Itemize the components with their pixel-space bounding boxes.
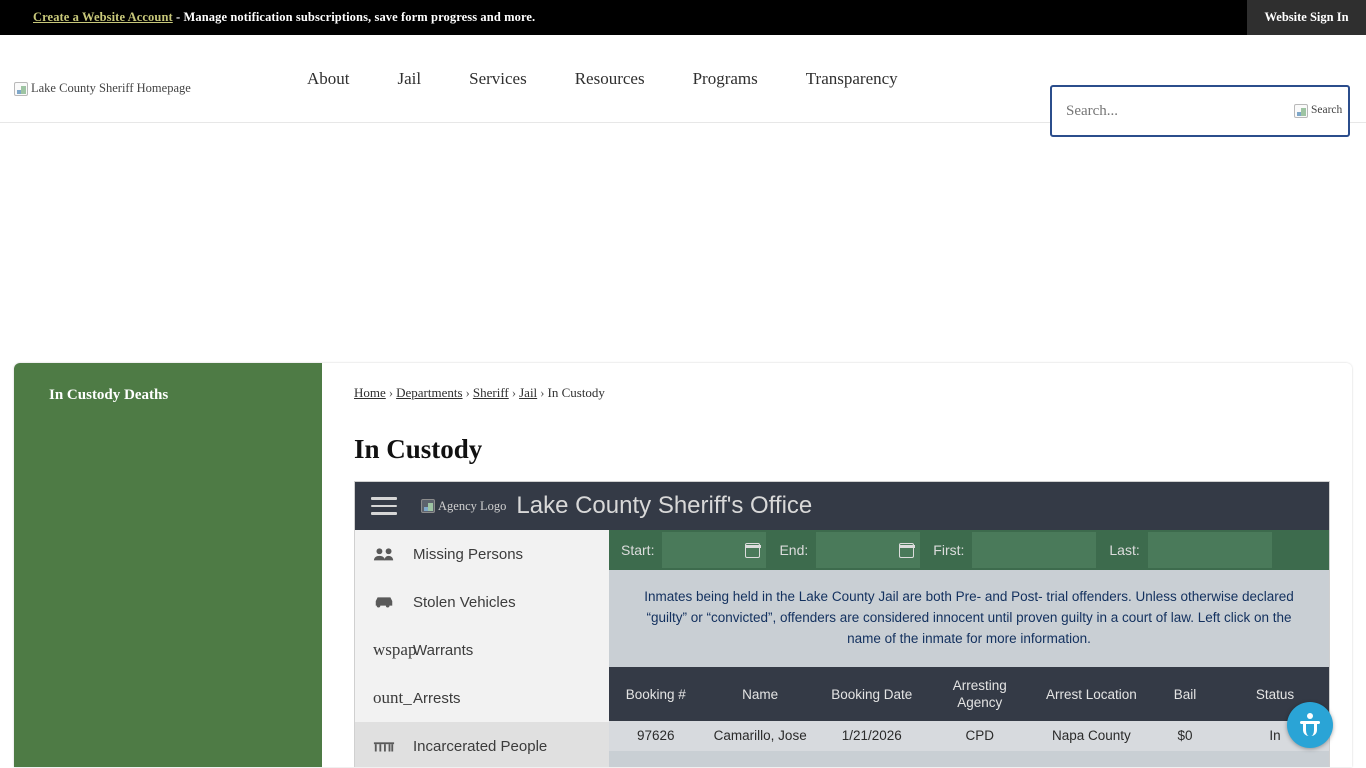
main-content xyxy=(322,363,1352,767)
sidebar-item-label: Missing Persons xyxy=(413,545,524,563)
filter-end-date-input[interactable] xyxy=(816,532,921,568)
sidebar-item-arrests[interactable] xyxy=(355,674,609,722)
column-header-booking-date[interactable]: Booking Date xyxy=(818,667,926,721)
breadcrumb-separator: › xyxy=(465,385,470,400)
table-row[interactable] xyxy=(609,721,1329,751)
breadcrumb-item-home[interactable]: Home xyxy=(354,385,386,400)
roster-notice: Inmates being held in the Lake County Jail are both Pre- and Post- trial offenders. Unless otherwise declared “guilty” or “convicted”, offenders are considered innocent until proven guilty in a court of law. Left click on the name of the inmate for more information. xyxy=(644,589,1294,646)
account-icon xyxy=(373,688,413,708)
breadcrumb xyxy=(354,385,1330,401)
site-logo-alt: Lake County Sheriff Homepage xyxy=(31,81,191,95)
accessibility-person-glyph xyxy=(1299,713,1321,737)
newspaper-icon xyxy=(373,640,417,660)
create-account-text xyxy=(33,10,535,25)
accessibility-icon[interactable] xyxy=(1287,702,1333,748)
filter-label-start: Start: xyxy=(621,542,655,558)
cell-arrest-location: Napa County xyxy=(1034,721,1149,751)
breadcrumb-separator: › xyxy=(540,385,545,400)
app-main-panel xyxy=(609,530,1329,767)
app-body xyxy=(355,530,1329,767)
cell-arresting-agency: CPD xyxy=(926,721,1034,751)
nav-item-transparency[interactable]: Transparency xyxy=(805,69,898,88)
breadcrumb-separator: › xyxy=(388,385,394,400)
page-banner-area xyxy=(0,123,1366,363)
people-icon xyxy=(373,546,413,562)
breadcrumb-item-current: In Custody xyxy=(547,385,605,400)
top-utility-bar xyxy=(0,0,1366,35)
inmate-roster-app xyxy=(354,481,1330,767)
sidebar-item-label: Incarcerated People xyxy=(413,737,548,755)
broken-image-icon xyxy=(14,81,191,96)
sidebar-item-stolen-vehicles[interactable] xyxy=(355,578,609,626)
search-button-alt: Search xyxy=(1311,104,1343,116)
website-sign-in-button[interactable]: Website Sign In xyxy=(1247,0,1366,35)
calendar-icon[interactable] xyxy=(899,543,914,558)
column-header-booking-number[interactable]: Booking # xyxy=(609,667,703,721)
site-header xyxy=(0,35,1366,123)
filter-start-date-input[interactable] xyxy=(662,532,767,568)
nav-item-services[interactable]: Services xyxy=(469,69,527,88)
hamburger-icon[interactable] xyxy=(371,497,397,515)
filter-label-last: Last: xyxy=(1109,542,1140,558)
cell-booking-date: 1/21/2026 xyxy=(818,721,926,751)
table-header-row xyxy=(609,667,1329,721)
cell-booking-number: 97626 xyxy=(609,721,703,751)
filter-last-name-input[interactable] xyxy=(1148,532,1273,568)
column-header-name[interactable]: Name xyxy=(703,667,818,721)
sidebar-item-missing-persons[interactable] xyxy=(355,530,609,578)
site-logo[interactable] xyxy=(14,81,191,101)
search-input[interactable] xyxy=(1064,102,1294,121)
breadcrumb-item-departments[interactable]: Departments xyxy=(396,385,463,400)
breadcrumb-item-sheriff[interactable]: Sheriff xyxy=(472,385,509,400)
sidebar-item-label: Warrants xyxy=(413,641,474,659)
app-header xyxy=(355,482,1329,530)
nav-item-about[interactable]: About xyxy=(307,69,350,88)
filter-first-name-input[interactable] xyxy=(972,532,1097,568)
sidebar-item-in-custody-deaths[interactable]: In Custody Deaths xyxy=(49,387,169,403)
sidebar-item-warrants[interactable] xyxy=(355,626,609,674)
inmate-roster-table xyxy=(609,667,1329,751)
column-header-arresting-agency[interactable]: Arresting Agency xyxy=(926,667,1034,721)
filter-bar xyxy=(609,530,1329,570)
column-header-bail[interactable]: Bail xyxy=(1149,667,1221,721)
sidebar-item-label: Arrests xyxy=(413,689,461,707)
page-title: In Custody xyxy=(354,434,483,464)
app-sidebar xyxy=(355,530,609,767)
account-glyph: ount_ xyxy=(373,688,412,707)
search-icon[interactable] xyxy=(1294,104,1343,118)
left-sidebar xyxy=(14,363,322,767)
breadcrumb-item-jail[interactable]: Jail xyxy=(519,385,538,400)
nav-item-resources[interactable]: Resources xyxy=(574,69,645,88)
calendar-icon[interactable] xyxy=(745,543,760,558)
create-account-tagline: - Manage notification subscriptions, save form progress and more. xyxy=(172,10,536,24)
agency-logo-alt: Agency Logo xyxy=(438,498,507,513)
column-header-arrest-location[interactable]: Arrest Location xyxy=(1034,667,1149,721)
create-account-link[interactable]: Create a Website Account xyxy=(33,10,173,24)
filter-label-end: End: xyxy=(779,542,809,558)
cell-status: In xyxy=(1221,721,1329,751)
agency-logo xyxy=(421,499,506,514)
cell-name[interactable]: Camarillo, Jose xyxy=(703,721,818,751)
newspaper-glyph: wspap xyxy=(373,640,417,659)
sidebar-item-incarcerated-people[interactable] xyxy=(355,722,609,767)
column-header-status[interactable]: Status xyxy=(1221,667,1329,721)
breadcrumb-separator: › xyxy=(511,385,517,400)
main-navigation xyxy=(283,35,922,123)
site-search[interactable] xyxy=(1050,85,1350,137)
cell-bail: $0 xyxy=(1149,721,1221,751)
filter-label-first: First: xyxy=(933,542,965,558)
content-shell xyxy=(14,363,1352,767)
sidebar-item-label: Stolen Vehicles xyxy=(413,593,516,611)
app-title: Lake County Sheriff's Office xyxy=(516,492,813,519)
jail-icon xyxy=(373,739,413,753)
car-icon xyxy=(373,595,413,609)
nav-item-programs[interactable]: Programs xyxy=(692,69,758,88)
nav-item-jail[interactable]: Jail xyxy=(397,69,422,88)
